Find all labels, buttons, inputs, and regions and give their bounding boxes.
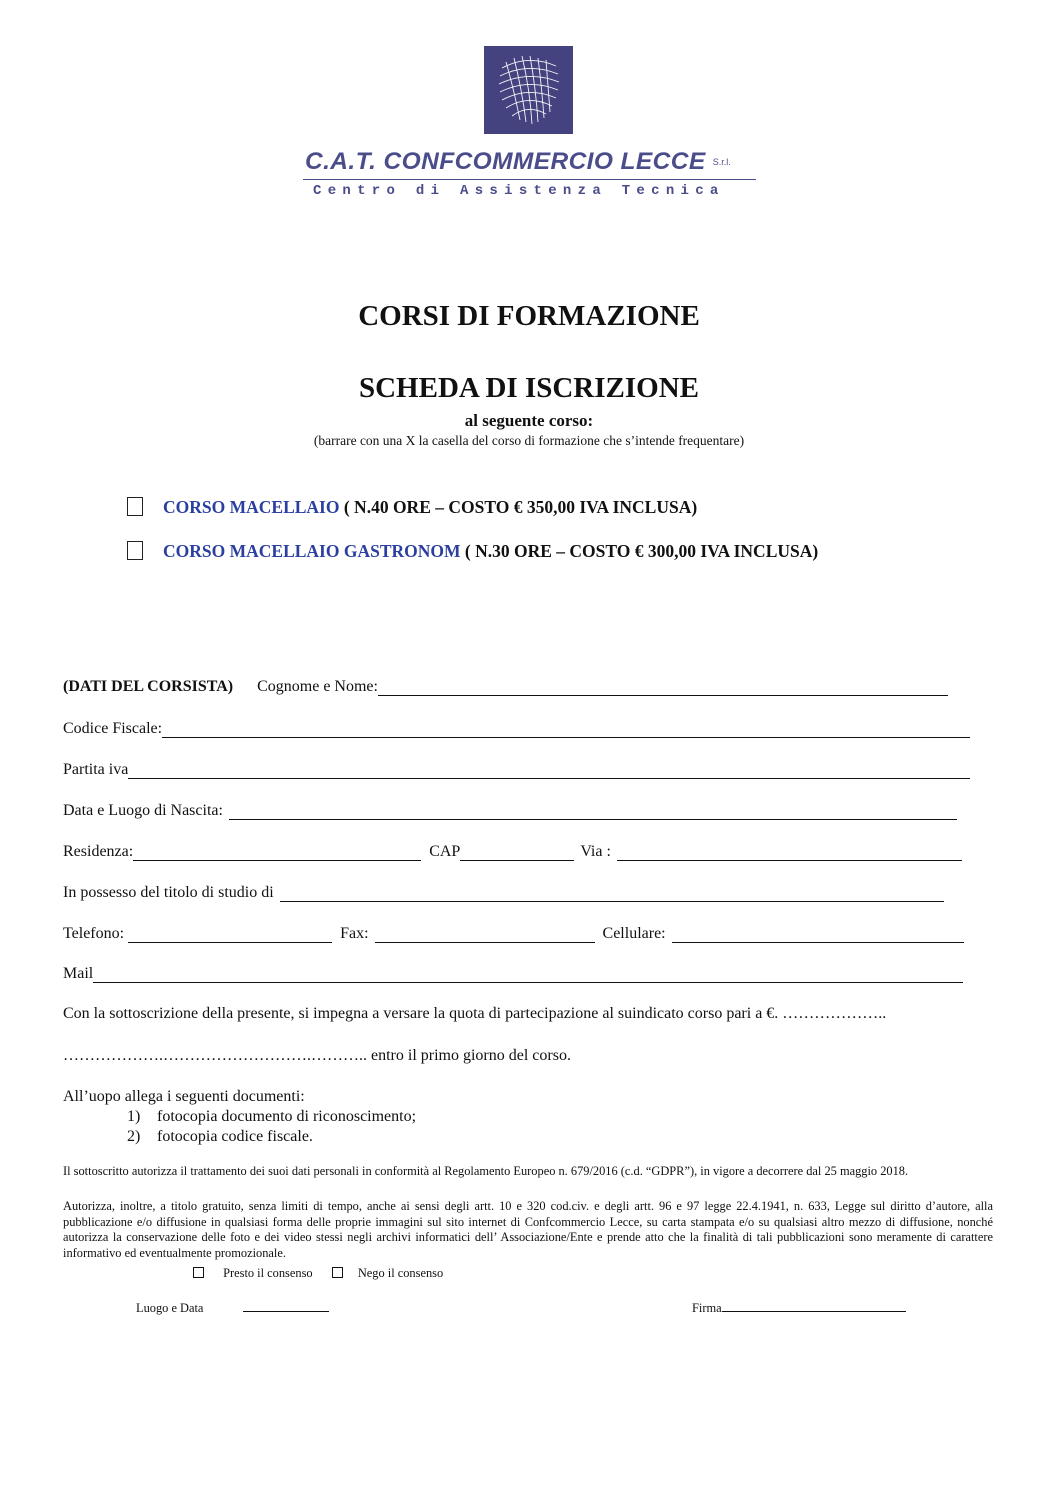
field-contacts-row (63, 925, 964, 943)
phone-field[interactable] (128, 927, 332, 943)
form-instruction: (barrare con una X la casella del corso di formazione che s’intende frequentare) (313, 433, 745, 448)
course-option-1[interactable] (127, 497, 697, 518)
vat-label: Partita iva (63, 761, 129, 778)
fax-label: Fax: (340, 925, 369, 942)
field-mail-row (63, 965, 963, 983)
mail-field[interactable] (93, 967, 963, 983)
course-option-2[interactable] (127, 541, 818, 562)
attachments-intro: All’uopo allega i seguenti documenti: (63, 1088, 305, 1105)
payment-line-2: ……………….……………………….……….. entro il primo giorno del corso. (63, 1047, 571, 1064)
mobile-label: Cellulare: (602, 925, 666, 942)
form-title: SCHEDA DI ISCRIZIONE (358, 372, 700, 404)
attachment-text: fotocopia documento di riconoscimento; (157, 1108, 417, 1125)
signature-field[interactable] (722, 1300, 906, 1312)
page-title: CORSI DI FORMAZIONE (358, 300, 700, 332)
payment-line-1: Con la sottoscrizione della presente, si impegna a versare la quota di partecipazione al suindicato corso pari a €. ……………….. (63, 1005, 887, 1022)
name-label: Cognome e Nome: (257, 678, 378, 695)
attachment-number: 1) (127, 1108, 141, 1125)
residence-field[interactable] (133, 845, 421, 861)
consent-yes-label: Presto il consenso (223, 1266, 313, 1280)
logo-mark-icon (484, 46, 573, 134)
field-tax-code-row (63, 720, 970, 738)
consent-options (193, 1266, 443, 1282)
course-1-details: ( N.40 ORE – COSTO € 350,00 IVA INCLUSA) (339, 497, 698, 517)
birth-label: Data e Luogo di Nascita: (63, 802, 223, 819)
street-label: Via : (580, 843, 611, 860)
birth-field[interactable] (229, 804, 957, 820)
place-date-label: Luogo e Data (136, 1301, 204, 1315)
course-1-name: CORSO MACELLAIO (163, 497, 340, 517)
place-date-field[interactable] (243, 1300, 329, 1312)
company-suffix: S.r.l. (712, 157, 731, 167)
course-2-checkbox[interactable] (127, 541, 143, 560)
course-2-name: CORSO MACELLAIO GASTRONOM (163, 541, 461, 561)
place-date-row (136, 1300, 329, 1317)
company-name (305, 148, 765, 176)
header-divider (303, 179, 756, 180)
education-field[interactable] (280, 886, 944, 902)
company-tagline: Centro di Assistenza Tecnica (313, 183, 725, 199)
field-education-row (63, 884, 944, 902)
attachment-text: fotocopia codice fiscale. (157, 1128, 313, 1145)
tax-code-label: Codice Fiscale: (63, 720, 163, 737)
cap-label: CAP (429, 843, 461, 860)
education-label: In possesso del titolo di studio di (63, 884, 274, 901)
residence-label: Residenza: (63, 843, 134, 860)
attachment-number: 2) (127, 1128, 141, 1145)
field-vat-row (63, 761, 970, 779)
course-1-checkbox[interactable] (127, 497, 143, 516)
vat-field[interactable] (128, 763, 970, 779)
attachment-item (127, 1108, 416, 1126)
name-field[interactable] (378, 680, 948, 696)
mail-label: Mail (63, 965, 94, 982)
fax-field[interactable] (375, 927, 595, 943)
signature-label: Firma (692, 1301, 722, 1315)
form-subtitle: al seguente corso: (464, 411, 594, 430)
field-name-row (63, 678, 948, 696)
phone-label: Telefono: (63, 925, 125, 942)
signature-row (692, 1300, 906, 1317)
consent-no-checkbox[interactable] (332, 1267, 343, 1278)
consent-no-label: Nego il consenso (357, 1266, 444, 1280)
section-label: (DATI DEL CORSISTA) (63, 678, 234, 695)
company-name-text: C.A.T. CONFCOMMERCIO LECCE (305, 148, 706, 175)
privacy-paragraph-1: Il sottoscritto autorizza il trattamento dei suoi dati personali in conformità al Regolamento Europeo n. 679/2016 (c.d. “GDPR”), in vigore a decorrere dal 25 maggio 2018. (63, 1164, 909, 1178)
field-residence-row (63, 843, 962, 861)
company-logo (484, 46, 573, 134)
course-2-details: ( N.30 ORE – COSTO € 300,00 IVA INCLUSA) (460, 541, 819, 561)
cap-field[interactable] (460, 845, 574, 861)
attachment-item (127, 1128, 313, 1146)
consent-yes-checkbox[interactable] (193, 1267, 204, 1278)
privacy-paragraph-2: Autorizza, inoltre, a titolo gratuito, senza limiti di tempo, anche ai sensi degli artt. 10 e 320 cod.civ. e degli artt. 96 e 97 legge 22.4.1941, n. 633, Legge sul diritto d’autore, alla pubblicazione e/o diffusione in qualsiasi forma delle proprie immagini sul sito internet di Confcommercio Lecce, su carta stampata e/o su qualsiasi altro mezzo di diffusione, nonché autorizza la conservazione delle foto e dei video stessi negli archivi informatici dell’ Associazione/Ente e prende atto che la finalità di tali pubblicazioni sono meramente di carattere informativo ed eventualmente promozionale. (63, 1199, 993, 1260)
street-field[interactable] (617, 845, 962, 861)
field-birth-row (63, 802, 957, 820)
mobile-field[interactable] (672, 927, 964, 943)
tax-code-field[interactable] (162, 722, 970, 738)
